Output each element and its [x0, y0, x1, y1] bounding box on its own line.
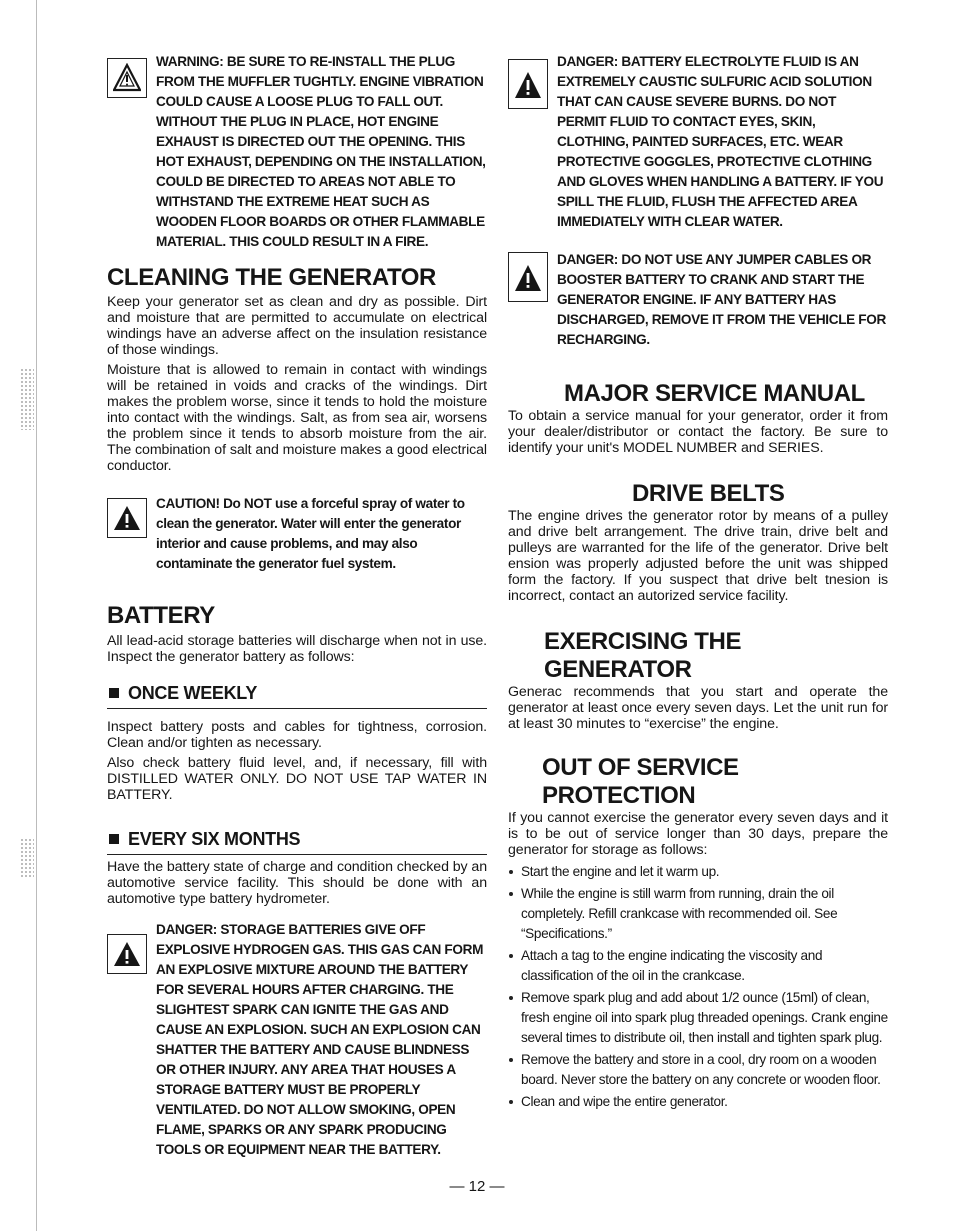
- warning-triangle-icon: [508, 59, 548, 109]
- list-item: Start the engine and let it warm up.: [508, 862, 888, 882]
- caution-text: CAUTION! Do NOT use a forceful spray of water to clean the generator. Water will enter the generator interior and cause problems, and may also contaminate the generator fuel system.: [156, 496, 465, 571]
- danger-jumper-cables: [508, 250, 888, 350]
- right-column: [508, 52, 888, 1114]
- subsection-title-once-weekly: [107, 681, 487, 709]
- list-item: Remove the battery and store in a cool, dry room on a wooden board. Never store the battery on any concrete or wooden floor.: [508, 1050, 888, 1090]
- scan-speckle: [20, 368, 34, 430]
- square-bullet-icon: [109, 688, 119, 698]
- scan-margin-line: [36, 0, 37, 1231]
- caution-water-spray: [107, 494, 487, 574]
- storage-steps-list: [508, 862, 888, 1112]
- out-of-service-paragraph: If you cannot exercise the generator every seven days and it is to be out of service longer than 30 days, prepare the generator for storage as follows:: [508, 810, 888, 858]
- scan-speckle: [20, 838, 34, 878]
- page-number: — 12 —: [449, 1178, 505, 1195]
- list-item: Remove spark plug and add about 1/2 ounce (15ml) of clean, fresh engine oil into spark plug threaded openings. Crank engine several times to distribute oil, then install and tighten spark plug.: [508, 988, 888, 1048]
- section-title-cleaning: CLEANING THE GENERATOR: [107, 264, 436, 291]
- section-title-drive-belts: DRIVE BELTS: [632, 480, 785, 507]
- danger-electrolyte: [508, 52, 888, 232]
- six-months-paragraph: Have the battery state of charge and condition checked by an automotive service facility. This should be done with an automotive type battery hydrometer.: [107, 859, 487, 907]
- warning-triangle-icon: [107, 934, 147, 974]
- service-manual-paragraph: To obtain a service manual for your generator, order it from your dealer/distributor or contact the factory. Be sure to identify your unit's MODEL NUMBER and SERIES.: [508, 408, 888, 456]
- warning-text: WARNING: BE SURE TO RE-INSTALL THE PLUG FROM THE MUFFLER TUGHTLY. ENGINE VIBRATION COULD CAUSE A LOOSE PLUG TO FALL OUT. WITHOUT THE PLUG IN PLACE, HOT ENGINE EXHAUST IS DIRECTED OUT THE OPENING. THIS HOT EXHAUST, DEPENDING ON THE INSTALLATION, COULD BE DIRECTED TO AREAS NOT ABLE TO WITHSTAND THE EXTREME HEAT SUCH AS WOODEN FLOOR BOARDS OR OTHER FLAMMABLE MATERIAL. THIS COULD RESULT IN A FIRE.: [156, 54, 486, 249]
- danger-text: DANGER: STORAGE BATTERIES GIVE OFF EXPLOSIVE HYDROGEN GAS. THIS GAS CAN FORM AN EXPLOSIVE MIXTURE AROUND THE BATTERY FOR SEVERAL HOURS AFTER CHARGING. THE SLIGHTEST SPARK CAN IGNITE THE GAS AND CAUSE AN EXPLOSION. SUCH AN EXPLOSION CAN SHATTER THE BATTERY AND CAUSE BLINDNESS OR OTHER INJURY. ANY AREA THAT HOUSES A STORAGE BATTERY MUST BE PROPERLY VENTILATED. DO NOT ALLOW SMOKING, OPEN FLAME, SPARKS OR ANY SPARK PRODUCING TOOLS OR EQUIPMENT NEAR THE BATTERY.: [156, 922, 484, 1157]
- section-title-battery: BATTERY: [107, 602, 215, 629]
- weekly-paragraph: Inspect battery posts and cables for tightness, corrosion. Clean and/or tighten as necessary.: [107, 719, 487, 751]
- subsection-label: EVERY SIX MONTHS: [128, 829, 301, 849]
- section-title-exercising: EXERCISING THE GENERATOR: [544, 628, 742, 683]
- list-item: While the engine is still warm from running, drain the oil completely. Refill crankcase with recommended oil. See “Specifications.”: [508, 884, 888, 944]
- drive-belts-paragraph: The engine drives the generator rotor by means of a pulley and drive belt arrangement. The drive train, drive belt and pulleys are warranted for the life of the generator. Drive belt ension was properly adjusted before the unit was shipped form the factory. If you suspect that drive belt tnesion is incorrect, contact an autorized service facility.: [508, 508, 888, 604]
- exercising-paragraph: Generac recommends that you start and operate the generator at least once every seven days. Let the unit run for at least 30 minutes to “exercise” the engine.: [508, 684, 888, 732]
- subsection-label: ONCE WEEKLY: [128, 683, 258, 703]
- list-item: Attach a tag to the engine indicating the viscosity and classification of the oil in the crankcase.: [508, 946, 888, 986]
- danger-hydrogen-gas: [107, 920, 487, 1160]
- battery-intro: All lead-acid storage batteries will discharge when not in use. Inspect the generator battery as follows:: [107, 633, 487, 665]
- cleaning-paragraph: Moisture that is allowed to remain in contact with windings will be retained in voids and cracks of the windings. Dirt makes the problem worse, since it tends to hold the moisture into contact with the windings. Salt, as from sea air, worsens the problem since it tends to absorb moisture from the air. The combination of salt and moisture makes a good electrical conductor.: [107, 362, 487, 474]
- section-title-out-of-service: OUT OF SERVICE PROTECTION: [542, 754, 739, 809]
- list-item: Clean and wipe the entire generator.: [508, 1092, 888, 1112]
- danger-text: DANGER: DO NOT USE ANY JUMPER CABLES OR BOOSTER BATTERY TO CRANK AND START THE GENERATOR ENGINE. IF ANY BATTERY HAS DISCHARGED, REMOVE IT FROM THE VEHICLE FOR RECHARGING.: [557, 252, 886, 347]
- section-title-service-manual: MAJOR SERVICE MANUAL: [564, 380, 865, 407]
- warning-triangle-icon: [107, 58, 147, 98]
- weekly-paragraph: Also check battery fluid level, and, if necessary, fill with DISTILLED WATER ONLY. DO NOT USE TAP WATER IN BATTERY.: [107, 755, 487, 803]
- danger-text: DANGER: BATTERY ELECTROLYTE FLUID IS AN EXTREMELY CAUSTIC SULFURIC ACID SOLUTION THAT CAN CAUSE SEVERE BURNS. DO NOT PERMIT FLUID TO CONTACT EYES, SKIN, CLOTHING, PAINTED SURFACES, ETC. WEAR PROTECTIVE GOGGLES, PROTECTIVE CLOTHING AND GLOVES WHEN HANDLING A BATTERY. IF YOU SPILL THE FLUID, FLUSH THE AFFECTED AREA IMMEDIATELY WITH CLEAR WATER.: [557, 54, 884, 229]
- subsection-title-every-six-months: [107, 827, 487, 855]
- warning-triangle-icon: [107, 498, 147, 538]
- left-column: [107, 52, 487, 1160]
- warning-muffler-plug: [107, 52, 487, 252]
- square-bullet-icon: [109, 834, 119, 844]
- warning-triangle-icon: [508, 252, 548, 302]
- cleaning-paragraph: Keep your generator set as clean and dry as possible. Dirt and moisture that are permitted to accumulate on electrical windings have an adverse affect on the insulation resistance of those windings.: [107, 294, 487, 358]
